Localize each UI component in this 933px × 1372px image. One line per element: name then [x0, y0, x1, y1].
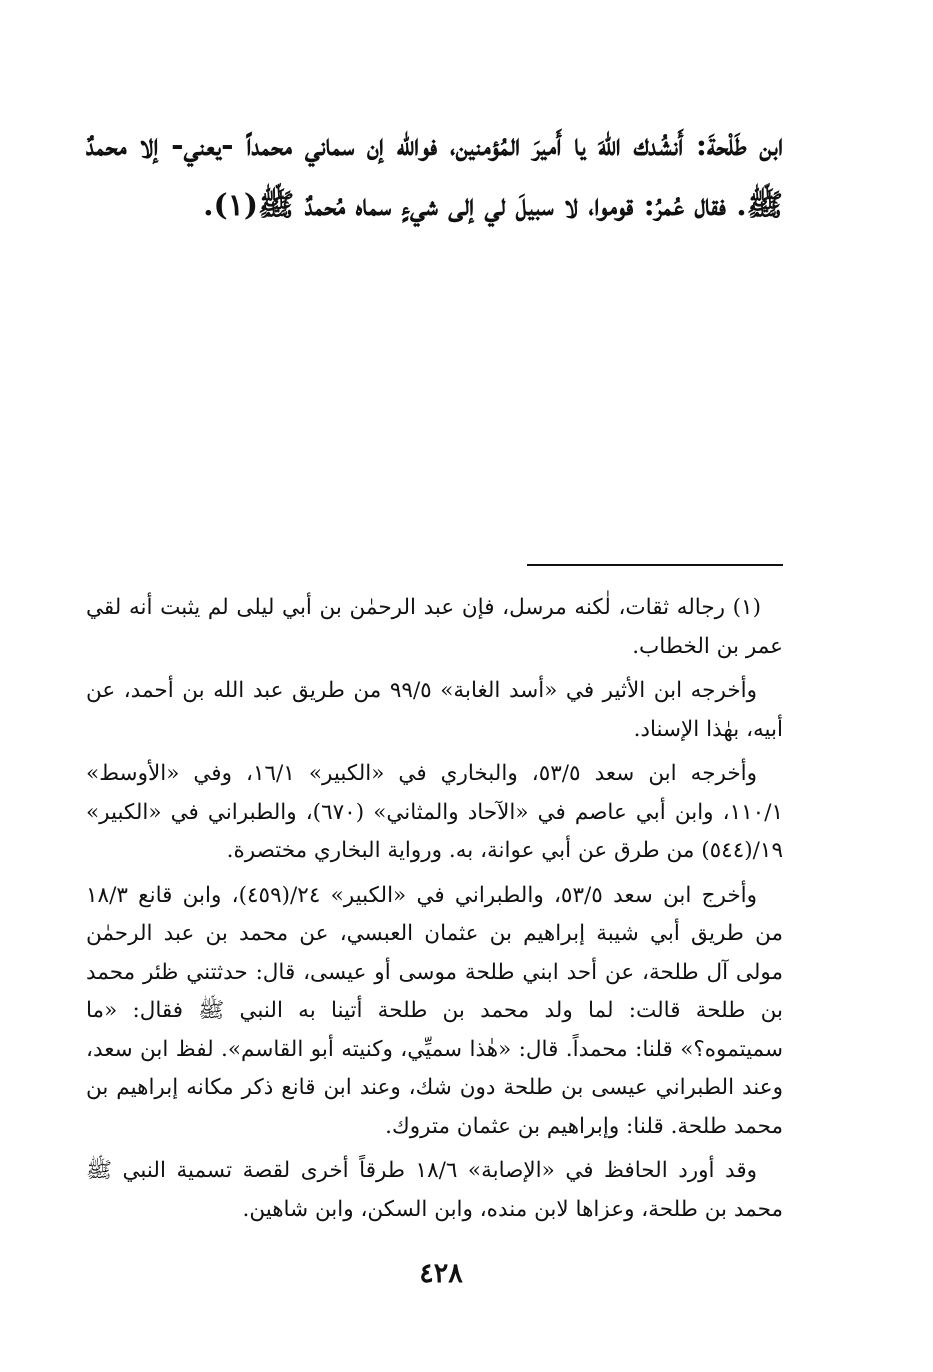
page-number: ٤٢٨: [419, 1258, 463, 1289]
footnote-paragraph-tabarani-ibn-qani: وأخرج ابن سعد ٥٣/٥، والطبراني في «الكبير» ٢٤/(٤٥٩)، وابن قانع ١٨/٣ من طريق أبي شيبة إبراهيم بن عثمان العبسي، عن محمد بن عبد الرحمٰن مولى آل طلحة، عن أحد ابني طلحة موسى أو عيسى، قال: حدثتني ظئر محمد بن طلحة قالت: لما ولد محمد بن طلحة أتينا به النبي ﷺ فقال: «ما سميتموه؟» قلنا: محمداً. قال: «هٰذا سميِّي، وكنيته أبو القاسم». لفظ ابن سعد، وعند الطبراني عيسى بن طلحة دون شك، وعند ابن قانع ذكر مكانه إبراهيم بن محمد طلحة. قلنا: وإبراهيم بن عثمان متروك.: [86, 882, 783, 1139]
footnote-paragraph-ibn-saad-bukhari: وأخرجه ابن سعد ٥٣/٥، والبخاري في «الكبير» ١٦/١، وفي «الأوسط» ١١٠/١، وابن أبي عاصم في «الآحاد والمثاني» (٦٧٠)، والطبراني في «الكبير» ١٩/(٥٤٤) من طرق عن أبي عوانة، به. ورواية البخاري مختصرة.: [86, 761, 783, 863]
footnote-1: (١) رجاله ثقات، لٰكنه مرسل، فإن عبد الرحمٰن بن أبي ليلى لم يثبت أنه لقي عمر بن الخطاب.: [86, 595, 783, 659]
footnotes-block: [86, 589, 783, 1235]
footnote-separator: [527, 564, 783, 566]
main-text-block: [86, 116, 783, 236]
footnote-paragraph-isaba: وقد أورد الحافظ في «الإصابة» ١٨/٦ طرقاً أخرى لقصة تسمية النبي ﷺ محمد بن طلحة، وعزاها لابن منده، وابن السكن، وابن شاهين.: [86, 1158, 783, 1222]
main-paragraph: ابن طَلْحةَ: أَنشُدك اللهَ يا أَميرَ المُؤمنين، فوالله إن سماني محمداً -يعني- إلا محمدٌ ﷺ. فقال عُمرُ: قوموا، لا سبيلَ لي إلى شيءٍ سماه مُحمدٌ ﷺ(١).: [86, 128, 783, 223]
footnote-paragraph-ibn-al-athir: وأخرجه ابن الأثير في «أسد الغابة» ٩٩/٥ من طريق عبد الله بن أحمد، عن أبيه، بهٰذا الإسناد.: [86, 678, 783, 742]
